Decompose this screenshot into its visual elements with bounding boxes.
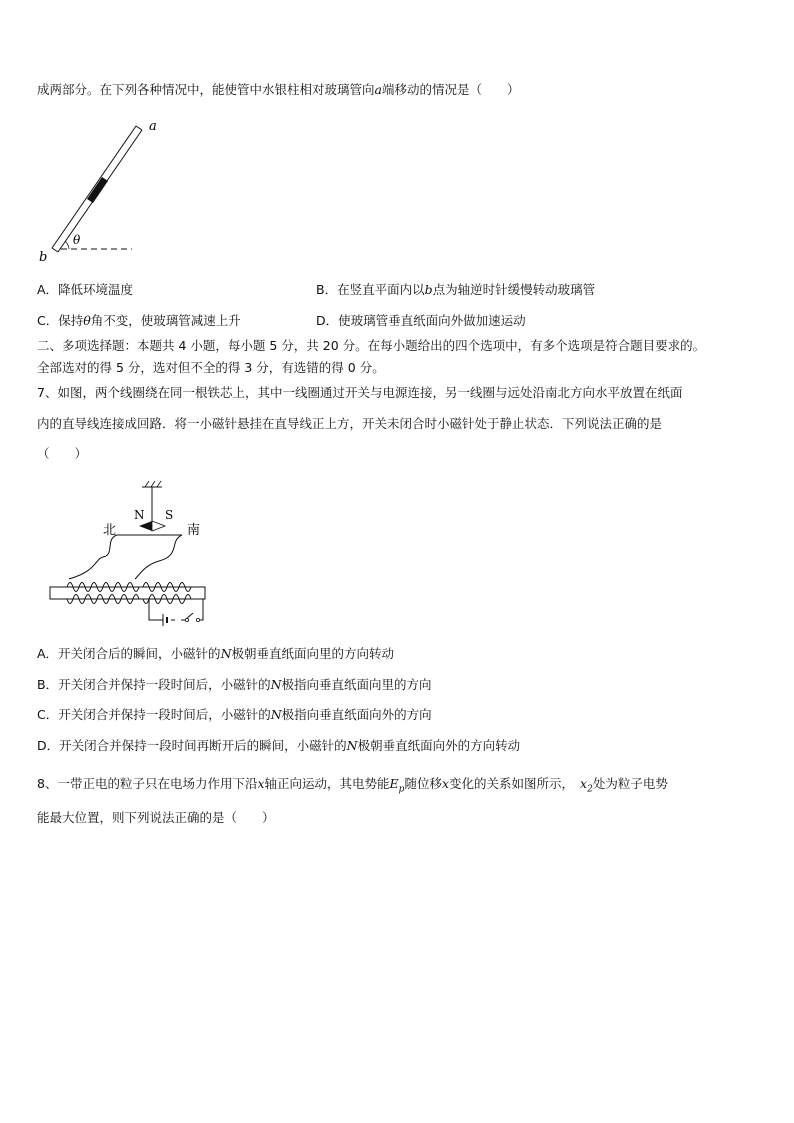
q7-coil-figure	[45, 475, 215, 630]
wire-left-lead	[69, 535, 117, 579]
q7-stem-line1: 7、如图，两个线圈绕在同一根铁芯上，其中一线圈通过开关与电源连接，另一线圈与远处沿南北方向水平放置在纸面	[37, 385, 683, 400]
label-a: a	[149, 119, 157, 134]
battery-circuit	[149, 599, 203, 620]
q6-option-b[interactable]: B．在竖直平面内以b点为轴逆时针缓慢转动玻璃管	[316, 282, 596, 297]
q6-option-a[interactable]: A．降低环境温度	[37, 282, 134, 297]
q7-stem-line3: （ ）	[37, 446, 88, 461]
wire-right-lead	[135, 535, 182, 579]
q6-stem: 成两部分。在下列各种情况中，能使管中水银柱相对玻璃管向a端移动的情况是（ ）	[37, 82, 520, 97]
theta-arc	[65, 241, 69, 249]
compass-needle	[139, 521, 165, 531]
switch-contact-left	[185, 618, 188, 621]
north-label: 北	[103, 523, 117, 538]
switch-contact-right	[196, 618, 199, 621]
q8-stem-line1: 8、一带正电的粒子只在电场力作用下沿x轴正向运动，其电势能$E_p$随位移x变化的关系如图所示， $x_2$处为粒子电势	[37, 776, 668, 795]
q7-option-b[interactable]: B．开关闭合并保持一段时间后，小磁针的N极指向垂直纸面向里的方向	[37, 677, 432, 692]
q7-stem-line2: 内的直导线连接成回路．将一小磁针悬挂在直导线正上方，开关未闭合时小磁针处于静止状态．下列说法正确的是	[37, 416, 663, 431]
mercury-column	[87, 177, 108, 203]
q8-stem-line2: 能最大位置，则下列说法正确的是（ ）	[37, 810, 275, 825]
q6-option-c[interactable]: C．保持θ角不变，使玻璃管减速上升	[37, 313, 241, 328]
q7-option-a[interactable]: A．开关闭合后的瞬间，小磁针的N极朝垂直纸面向里的方向转动	[37, 646, 395, 661]
pole-n-label: N	[134, 508, 145, 522]
south-label: 南	[187, 523, 201, 538]
ceiling-hatch	[142, 481, 162, 487]
q6-option-d[interactable]: D．使玻璃管垂直纸面向外做加速运动	[316, 313, 526, 328]
q7-option-c[interactable]: C．开关闭合并保持一段时间后，小磁针的N极指向垂直纸面向外的方向	[37, 707, 432, 722]
section2-line2: 全部选对的得 5 分，选对但不全的得 3 分，有选错的得 0 分。	[37, 360, 385, 375]
q6-tube-figure	[35, 115, 165, 265]
label-b: b	[39, 250, 48, 265]
section2-line1: 二、多项选择题：本题共 4 小题，每小题 5 分，共 20 分。在每小题给出的四个选项中，有多个选项是符合题目要求的。	[37, 338, 706, 353]
label-theta: θ	[73, 233, 81, 247]
q7-option-d[interactable]: D．开关闭合并保持一段时间再断开后的瞬间，小磁针的N极朝垂直纸面向外的方向转动	[37, 738, 521, 753]
pole-s-label: S	[165, 508, 174, 522]
